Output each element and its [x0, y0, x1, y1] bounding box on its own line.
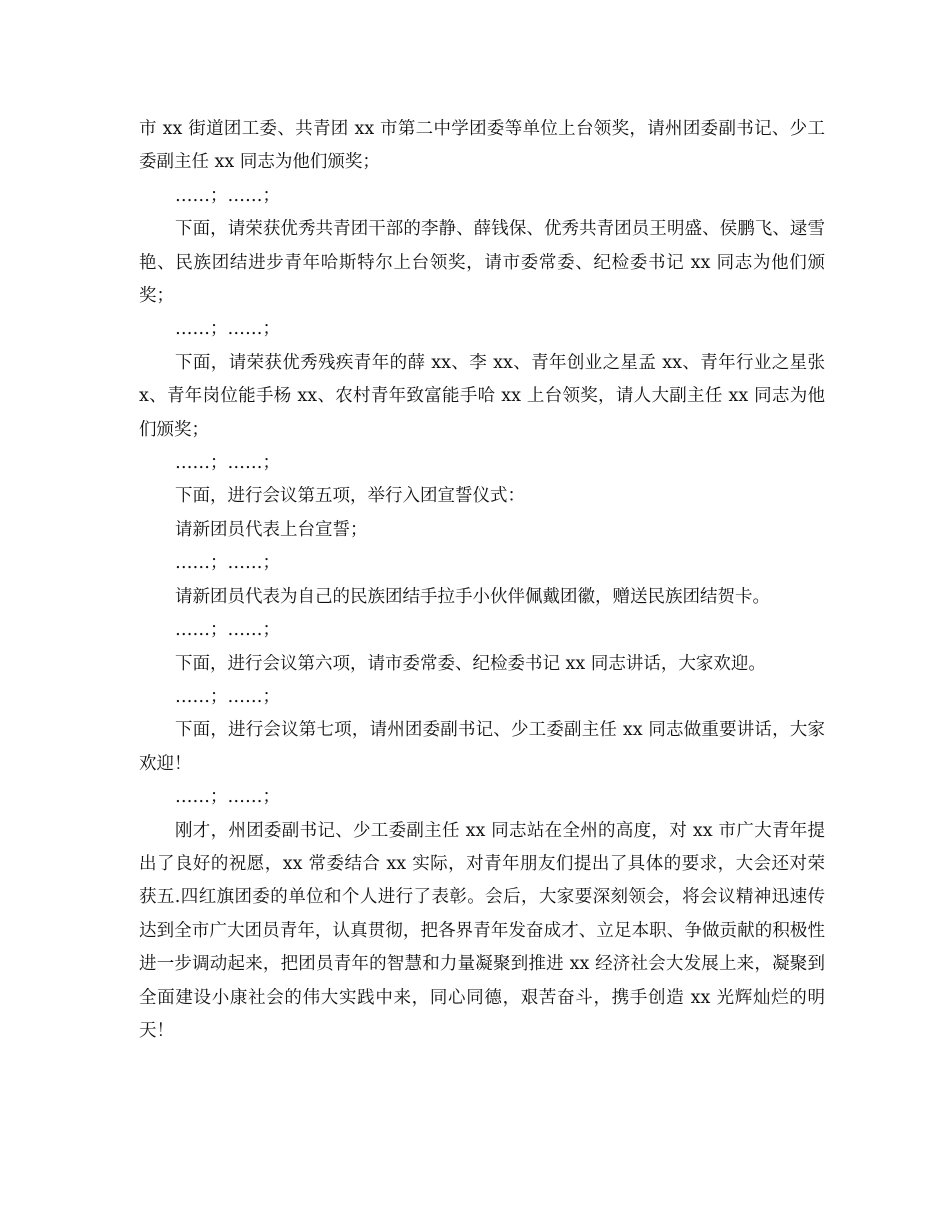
- paragraph: 请新团员代表为自己的民族团结手拉手小伙伴佩戴团徽，赠送民族团结贺卡。: [175, 586, 770, 607]
- ellipsis-line: ……；……；: [175, 787, 280, 808]
- ellipsis-line: ……；……；: [175, 686, 280, 707]
- document-body: [139, 113, 825, 1048]
- paragraph: 下面，请荣获优秀共青团干部的李静、薛钱保、优秀共青团员王明盛、侯鹏飞、逯雪艳、民族团结进步青年哈斯特尔上台领奖，请市委常委、纪检委书记 xx 同志为他们颁奖；: [139, 219, 825, 307]
- paragraph: 下面，进行会议第五项，举行入团宣誓仪式：: [175, 486, 525, 507]
- paragraph: 下面，请荣获优秀残疾青年的薛 xx、李 xx、青年创业之星孟 xx、青年行业之星张 x、青年岗位能手杨 xx、农村青年致富能手哈 xx 上台领奖，请人大副主任 xx 同志为他们颁奖；: [139, 352, 825, 440]
- ellipsis-line: ……；……；: [175, 620, 280, 641]
- ellipsis-line: ……；……；: [175, 185, 280, 206]
- ellipsis-line: ……；……；: [175, 319, 280, 340]
- ellipsis-line: ……；……；: [175, 553, 280, 574]
- closing-paragraph: 刚才，州团委副书记、少工委副主任 xx 同志站在全州的高度，对 xx 市广大青年提出了良好的祝愿，xx 常委结合 xx 实际，对青年朋友们提出了具体的要求，大会还对荣获五.四红旗团委的单位和个人进行了表彰。会后，大家要深刻领会，将会议精神迅速传达到全市广大团员青年，认真贯彻，把各界青年发奋成才、立足本职、争做贡献的积极性进一步调动起来，把团员青年的智慧和力量凝聚到推进 xx 经济社会大发展上来，凝聚到全面建设小康社会的伟大实践中来，同心同德，艰苦奋斗，携手创造 xx 光辉灿烂的明天！: [139, 820, 825, 1041]
- paragraph: 请新团员代表上台宣誓；: [175, 519, 368, 540]
- paragraph: 市 xx 街道团工委、共青团 xx 市第二中学团委等单位上台领奖，请州团委副书记、少工委副主任 xx 同志为他们颁奖；: [139, 119, 825, 173]
- ellipsis-line: ……；……；: [175, 453, 280, 474]
- paragraph: 下面，进行会议第七项，请州团委副书记、少工委副主任 xx 同志做重要讲话，大家欢迎！: [139, 720, 825, 774]
- paragraph: 下面，进行会议第六项，请市委常委、纪检委书记 xx 同志讲话，大家欢迎。: [175, 653, 766, 674]
